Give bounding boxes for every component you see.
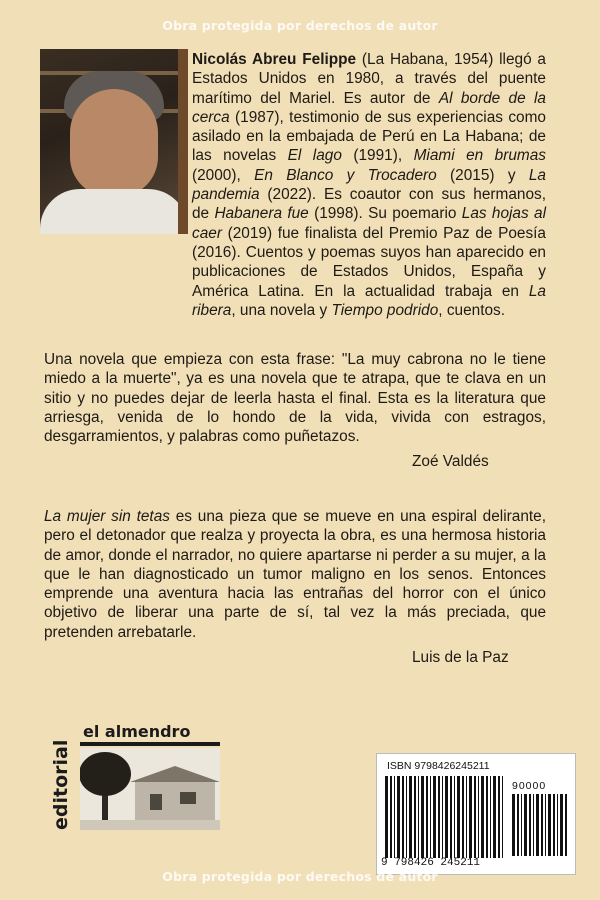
publisher-label-vertical: editorial [50, 739, 72, 830]
review-quote-1: Una novela que empieza con esta frase: "La muy cabrona no le tiene miedo a la muerte", ya es una novela que te atrapa, que te clava en un sitio y no puedes dejar de leerla hasta el final. Esta es la literatura que arriesga, venida de lo hondo de la vida, vivida con estragos, desgarramientos, y palabras como puñetazos. [44, 351, 546, 446]
barcode-addon-bars [512, 794, 570, 856]
book-title: La ribera [192, 282, 546, 319]
bio-text: (1991), [341, 147, 414, 165]
publisher-name: el almendro [83, 722, 191, 741]
bio-text: (2015) y [436, 166, 529, 184]
book-title: La mujer sin tetas [44, 508, 170, 525]
book-title: Tiempo podrido [331, 301, 439, 319]
bio-text: (2000), [192, 166, 255, 184]
author-bio [192, 50, 546, 320]
bio-text: (2022). Es coautor con sus hermanos, de [192, 186, 546, 223]
book-title: Miami en brumas [413, 147, 546, 165]
bio-text: (2019) fue finalista del Premio Paz de Poesía (2016). Cuentos y poemas suyos han aparecido en publicaciones de Estados Unidos, España y América Latina. En la actualidad trabaja en [192, 224, 546, 300]
isbn-label: ISBN 9798426245211 [387, 760, 490, 772]
price-code: 90000 [512, 780, 547, 792]
barcode-bars [385, 776, 505, 858]
review-text: es una pieza que se mueve en una espiral delirante, pero el detonador que realza y proyecta la obra, es una hermosa historia de amor, donde el narrador, no quiere apartarse ni perder a su mujer, a la que le han diagnosticado un tumor maligno en los senos. Entonces emprende una aventura hacia las entrañas del horror con el único objetivo de liberar una parte de sí, tal vez la más preciada, que pretenden arrebatarle. [44, 508, 546, 641]
bio-text: (La Habana, 1954) llegó a Estados Unidos en 1980, a través del puente marítimo del Mariel. Es autor de [192, 51, 546, 107]
review-quote-2 [44, 507, 546, 642]
isbn-barcode [376, 753, 576, 875]
bio-text: (1998). Su poemario [308, 205, 462, 223]
book-title: Habanera fue [214, 205, 309, 223]
bio-text: , cuentos. [438, 301, 506, 319]
author-photo [40, 49, 188, 234]
barcode-digits: 9 798426 245211 [381, 857, 481, 869]
book-title: La pandemia [192, 166, 546, 204]
publisher-logo-bar [80, 742, 220, 746]
publisher-logo-image [80, 748, 220, 830]
review-author-2: Luis de la Paz [412, 649, 509, 666]
book-title: En Blanco y Trocadero [254, 166, 437, 184]
watermark-top: Obra protegida por derechos de autor [162, 18, 438, 33]
book-title: Al borde de la cerca [192, 89, 546, 126]
book-title: El lago [287, 147, 342, 165]
watermark-bottom: Obra protegida por derechos de autor [162, 869, 438, 884]
bio-text: , una novela y [231, 301, 332, 319]
bio-text: (1987), testimonio de sus experiencias como asilado en la embajada de Perú en La Habana; de las novelas [192, 108, 546, 165]
review-author-1: Zoé Valdés [412, 453, 489, 470]
author-name: Nicolás Abreu Felippe [192, 51, 357, 68]
book-title: Las hojas al caer [192, 205, 546, 242]
